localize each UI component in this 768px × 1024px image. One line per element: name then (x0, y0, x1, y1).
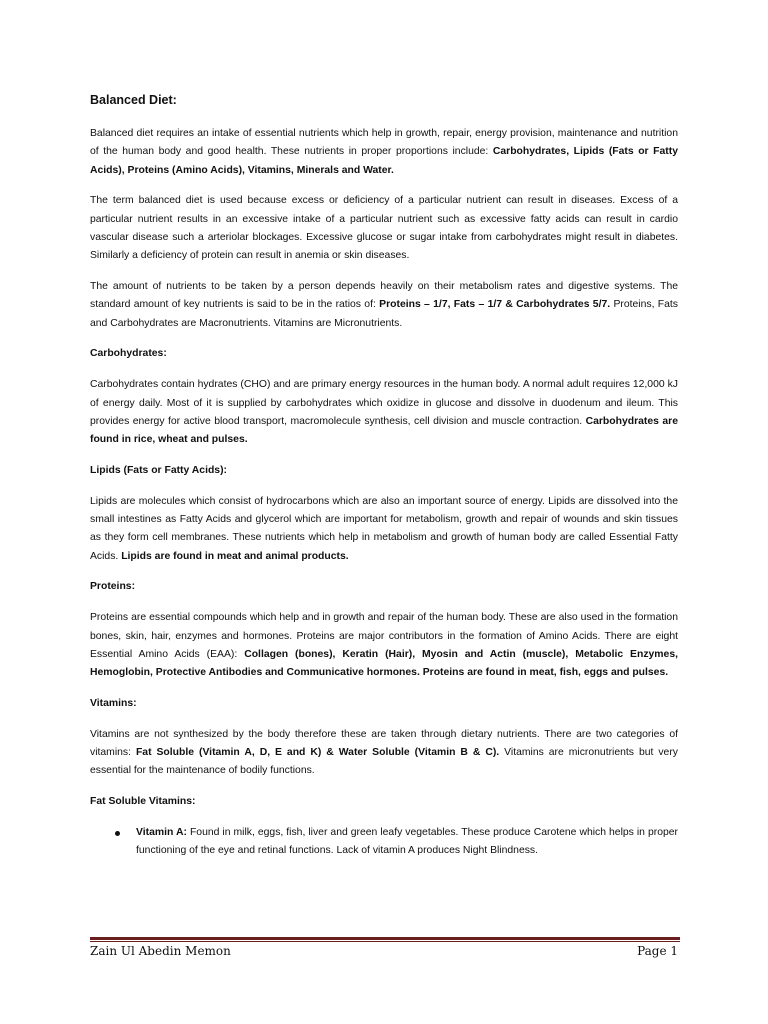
vitamin-a-text: Found in milk, eggs, fish, liver and green leafy vegetables. These produce Carotene which helps in proper functioning of the eye and retinal functions. Lack of vitamin A produces Night Blindness. (136, 826, 678, 857)
ratios-text-b: Proteins, Fats and Carbohydrates are Macronutrients. Vitamins are Micronutrients. (90, 299, 678, 329)
vitamins-paragraph (90, 726, 678, 781)
vitamins-text-b: Vitamins are micronutrients but very essential for the maintenance of bodily functions. (90, 747, 678, 777)
vitamins-text-a: Vitamins are not synthesized by the body therefore these are taken through dietary nutrients. There are two categories of vitamins: (90, 728, 678, 759)
list-item (90, 824, 678, 861)
footer-author: Zain Ul Abedin Memon (90, 944, 231, 958)
ratios-bold: Proteins – 1/7, Fats – 1/7 & Carbohydrates 5/7. (379, 299, 611, 311)
vitamins-heading: Vitamins: (90, 697, 137, 709)
fat-soluble-heading: Fat Soluble Vitamins: (90, 796, 196, 808)
proteins-text: Proteins are essential compounds which help and in growth and repair of the human body. These are also used in the formation bones, skin, hair, enzymes and hormones. Proteins are major contributors in the formation of Amino Acids. There are eight Essential Amino Acids (EAA): (90, 612, 678, 660)
lipids-bold: Lipids are found in meat and animal products. (121, 550, 349, 562)
lipids-heading: Lipids (Fats or Fatty Acids): (90, 464, 228, 476)
document-body (90, 125, 678, 861)
carbohydrates-paragraph (90, 376, 678, 449)
proteins-bold: Collagen (bones), Keratin (Hair), Myosin and Actin (muscle), Metabolic Enzymes, Hemoglobin, Protective Antibodies and Communicative hormones. Proteins are found in meat, fish, eggs and pulses. (90, 648, 678, 679)
bullet-icon (115, 831, 120, 836)
ratios-paragraph (90, 278, 678, 333)
proteins-heading: Proteins: (90, 581, 136, 593)
intro-text: Balanced diet requires an intake of essential nutrients which help in growth, repair, energy provision, maintenance and nutrition of the human body and good health. These nutrients in proper proportions include: (90, 128, 678, 158)
ratios-text-a: The amount of nutrients to be taken by a person depends heavily on their metabolism rates and digestive systems. The standard amount of key nutrients is said to be in the ratios of: (90, 281, 678, 311)
intro-bold: Carbohydrates, Lipids (Fats or Fatty Acids), Proteins (Amino Acids), Vitamins, Minerals and Water. (90, 146, 678, 176)
carbohydrates-bold: Carbohydrates are found in rice, wheat and pulses. (90, 415, 678, 446)
proteins-paragraph (90, 609, 678, 682)
vitamins-bold: Fat Soluble (Vitamin A, D, E and K) & Water Soluble (Vitamin B & C). (135, 747, 500, 759)
vitamin-a-label: Vitamin A: (136, 826, 187, 838)
fat-soluble-list (90, 824, 678, 861)
intro-paragraph (90, 125, 678, 180)
footer-divider-thin (90, 941, 680, 942)
document-title: Balanced Diet: (90, 93, 177, 107)
footer-divider (90, 937, 680, 940)
lipids-paragraph (90, 493, 678, 566)
diseases-paragraph: The term balanced diet is used because excess or deficiency of a particular nutrient can result in diseases. Excess of a particular nutrient results in an excessive intake of a particular nutrient such as excessive fatty acids can result in cardio vascular disease such a arteriolar blockages. Excessive glucose or sugar intake from carbohydrates might result in diabetes. Similarly a deficiency of protein can result in anemia or skin diseases. (90, 195, 678, 262)
lipids-text: Lipids are molecules which consist of hydrocarbons which are also an important source of energy. Lipids are dissolved into the small intestines as Fatty Acids and glycerol which are important for metabolism, growth and repair of wounds and skin tissues as they form cell membranes. These nutrients which help in metabolism and growth of human body are called Essential Fatty Acids. (90, 495, 678, 562)
carbohydrates-heading: Carbohydrates: (90, 348, 167, 360)
carbohydrates-text: Carbohydrates contain hydrates (CHO) and are primary energy resources in the human body. A normal adult requires 12,000 kJ of energy daily. Most of it is supplied by carbohydrates which oxidize in glucose and dissolve in duodenum and ileum. This provides energy for active blood transport, macromolecule synthesis, cell division and muscle contraction. (90, 379, 678, 427)
page-number: Page 1 (637, 944, 678, 958)
